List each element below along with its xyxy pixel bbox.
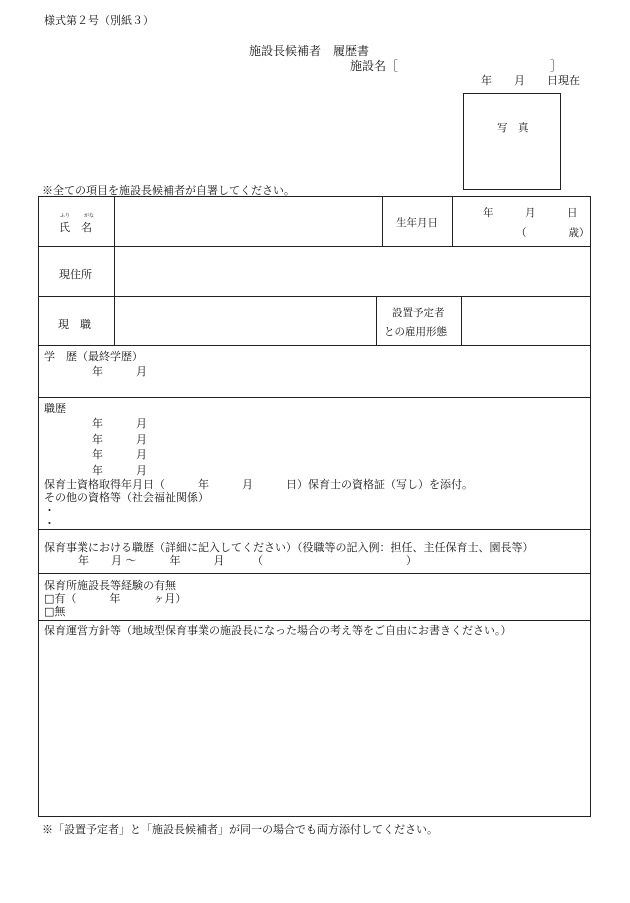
row-divider (38, 246, 591, 247)
birth-label-divider-right (452, 196, 453, 246)
birth-label-divider-left (382, 196, 383, 246)
operating-policy-field[interactable] (42, 640, 587, 812)
form-number: 様式第２号（別紙３） (44, 14, 154, 27)
qualification-bullet: ・ (44, 504, 55, 517)
education-label: 学 歴（最終学歴） (44, 350, 143, 363)
address-label: 現住所 (59, 268, 92, 281)
birth-date-value: 年 月 日 (483, 207, 578, 219)
row-divider (38, 529, 591, 530)
career-label: 職歴 (44, 402, 66, 415)
instruction-text: ※全ての項目を施設長候補者が自署してください。 (42, 184, 295, 197)
name-label: 氏 名 (59, 221, 92, 234)
row-divider (38, 296, 591, 297)
row-divider (38, 620, 591, 621)
age-value: （ 歳） (516, 227, 590, 239)
career-row: 年 月 (92, 417, 147, 430)
label-column-divider (114, 196, 115, 345)
page-title: 施設長候補者 履歴書 (249, 44, 370, 58)
career-row: 年 月 (92, 464, 147, 477)
birth-date-label: 生年月日 (396, 217, 438, 229)
career-row: 年 月 (92, 433, 147, 446)
row-divider (38, 397, 591, 398)
current-job-field[interactable] (117, 298, 373, 343)
row-divider (38, 345, 591, 346)
employment-label-divider-right (461, 296, 462, 345)
experience-yes-checkbox[interactable]: □有（ 年 ヶ月） (44, 592, 187, 605)
nursery-qualification-date: 保育士資格取得年月日（ 年 月 日）保育士の資格証（写し）を添付。 (44, 478, 473, 491)
experience-no-checkbox[interactable]: □無 (44, 605, 66, 618)
footnote: ※「設置予定者」と「施設長候補者」が同一の場合でも両方添付してください。 (42, 823, 438, 836)
childcare-career-label: 保育事業における職歴（詳細に記入してください）（役職等の記入例：担任、主任保育士、園長等） (44, 541, 534, 554)
employment-label-divider-left (376, 296, 377, 345)
current-job-label: 現 職 (58, 318, 91, 331)
address-field[interactable] (117, 248, 587, 294)
employment-type-label-line2: との雇用形態 (384, 326, 447, 338)
career-row: 年 月 (92, 448, 147, 461)
education-year-month: 年 月 (92, 365, 147, 378)
current-date: 年 月 日現在 (481, 74, 580, 87)
other-qualifications-label: その他の資格等（社会福祉関係） (44, 491, 209, 504)
operating-policy-label: 保育運営方針等（地域型保育事業の施設長になった場合の考え等をご自由にお書きください。） (44, 624, 512, 637)
qualification-bullet: ・ (44, 517, 55, 530)
childcare-career-period: 年 月 〜 年 月 （ ） (78, 554, 417, 567)
furigana-gana: がな (84, 213, 95, 219)
employment-type-field[interactable] (464, 298, 588, 343)
photo-label: 写 真 (497, 122, 529, 134)
facility-name-label: 施設名［ (350, 59, 399, 73)
row-divider (38, 573, 591, 574)
employment-type-label-line1: 設置予定者 (392, 307, 445, 319)
furigana-furi: ふり (60, 213, 71, 219)
photo-box (463, 93, 561, 190)
director-experience-label: 保育所施設長等経験の有無 (44, 579, 176, 592)
name-field[interactable] (117, 198, 381, 244)
facility-name-close: ］ (550, 59, 563, 73)
